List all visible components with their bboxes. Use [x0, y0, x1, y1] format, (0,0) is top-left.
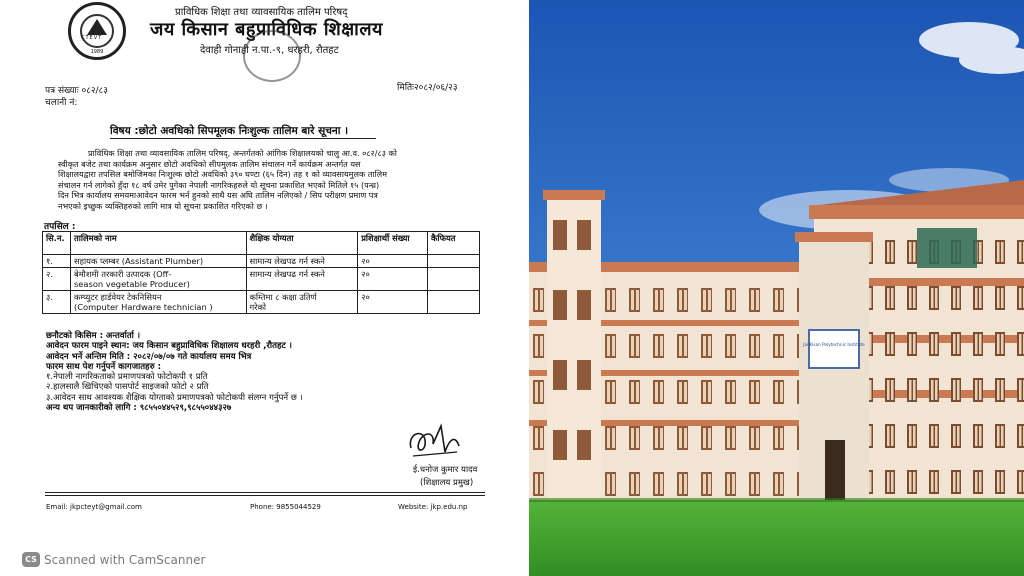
cell-remarks [428, 268, 480, 291]
subject-underline [110, 138, 376, 139]
lawn [529, 500, 1024, 576]
cell-training-name [70, 255, 246, 268]
table-row [43, 268, 480, 291]
signatory-name: ई.धनोज कुमार यादव [413, 465, 478, 475]
training-table [42, 231, 480, 314]
logo-mountain-icon [87, 19, 107, 35]
institute-signboard [809, 330, 859, 368]
handwritten-signature [405, 422, 463, 462]
col-header-sn: सि.न. [43, 232, 71, 255]
paragraph-line: स्वीकृत बजेट तथा कार्यक्रम अनुसार छोटो अवधिको सीपमुलक तालिम संचालन गर्ने कार्यक्रम अन्तर्गत यस [58, 158, 361, 169]
footer-rule [45, 495, 485, 496]
lawn-edge [529, 498, 1024, 502]
cell-line: सहायक प्लम्बर (Assistant Plumber) [73, 256, 204, 266]
paragraph-line: शिक्षालयद्वारा तपसिल बमोजिमका निःशुल्क छोटो अवधिको ३९० घण्टा (६५ दिन) तह १ को व्यावसायमुलक तालिम [58, 169, 387, 180]
paragraph-line: दिन भित्र कार्यालय समयमाआवेदन फारम भर्न हुनको साथै यस अघि तालिम नलिएको / सिप परीक्षण प्रमाण पत्र [58, 190, 378, 201]
office-stamp [243, 30, 301, 82]
letter-date: मितिः२०८२/०६/२३ [397, 83, 458, 93]
notice-subject: विषय :छोटो अवधिको सिपमूलक निःशुल्क तालिम बारे सूचना । [110, 125, 349, 137]
paragraph-line: संचालन गर्न लागेको हुँदा १८ वर्ष उमेर पुगेका नेपाली नागरिकहरुले यो सूचना प्रकाशित भएको मितिले १५ (पन्ध्र) [58, 179, 380, 190]
cell-trainees: २० [358, 268, 428, 291]
application-deadline: आवेदन भर्ने अन्तिम मिति : २०८२/०७/०७ गते कार्यालय समय भित्र [46, 351, 252, 362]
cell-qualification: सामान्य लेखपढ गर्न स्कने [246, 255, 358, 268]
cell-qualification [246, 291, 358, 314]
camscanner-label: Scanned with CamScanner [44, 552, 206, 567]
cell-trainees: २० [358, 255, 428, 268]
col-header-remarks: कैफियत [428, 232, 480, 255]
footer-rule [45, 492, 485, 493]
form-location: आवेदन फारम पाइने स्थान: जय किसान बहुप्राविधिक शिक्षालय धरहरी ,रौतहट । [46, 341, 292, 352]
footer-email: Email: jkpcteyt@gmail.com [46, 503, 142, 511]
table-row [43, 255, 480, 268]
paragraph-line: नभएको इच्छुक व्यक्तिहरुको लागि मात्र यो सूचना प्रकाशित गरिएको छ । [58, 200, 268, 211]
table-row [43, 291, 480, 314]
school-name: जय किसान बहुप्राविधिक शिक्षालय [150, 19, 383, 40]
cell-remarks [428, 291, 480, 314]
paragraph-line: प्राविधिक शिक्षा तथा व्यावसायिक तालिम परिषद्, अन्तर्गतको आंगिक शिक्षालयको चालु आ.व. ०८२/८३ को [88, 148, 397, 158]
campus-illustration [529, 0, 1024, 576]
document-item: १.नेपाली नागरिकताको प्रमाणपत्रको फोटोकपी १ प्रति [46, 372, 208, 383]
cell-qualification: सामान्य लेखपढ गर्न स्कने [246, 268, 358, 291]
logo-year: 1989 [90, 49, 104, 55]
documents-title: फारम साथ पेश गर्नुपर्ने कागजातहरु : [46, 361, 162, 372]
signatory-role: (शिक्षालय प्रमुख) [420, 478, 474, 488]
cell-sn: १. [43, 255, 71, 268]
school-address: देवाही गोनाही न.पा.-९, धरहरी, रौतहट [200, 45, 339, 56]
cell-remarks [428, 255, 480, 268]
signboard-text: Jai Kisan Polytechnic Institute [803, 342, 865, 347]
notice-details [46, 331, 486, 413]
cell-line: कम्प्युटर हार्डवेयर टेकनिसियन [73, 292, 162, 302]
cell-line: season vegetable Producer) [73, 279, 190, 289]
document-item: २.हालसालै खिचिएको पासपोर्ट साइजको फोटो २ प्रति [46, 382, 209, 393]
col-header-trainees: प्रशिक्षार्थी संख्या [358, 232, 428, 255]
table-header-row [43, 232, 480, 255]
cell-line: बेमौशमी तरकारी उत्पादक (Off- [73, 269, 172, 279]
col-header-training: तालिमको नाम [70, 232, 246, 255]
letter-number: पत्र संख्याः ०८२/८३ [45, 86, 108, 96]
contact-info: अन्य थप जानकारीको लागि : ९८५५०४४५२९,९८५५०४४३२७ [46, 403, 232, 414]
footer-website: Website: jkp.edu.np [398, 503, 468, 511]
logo-text: CTEVT [81, 35, 103, 41]
cell-line: (Computer Hardware technician ) [73, 302, 213, 312]
building-left-tower [543, 190, 605, 510]
cell-line: गरेको [249, 302, 267, 312]
cell-line: कम्तिमा ८ कक्षा उतिर्ण [249, 292, 317, 302]
camscanner-icon: CS [22, 552, 40, 567]
selection-method: छनौटको किसिम : अन्तर्वार्ता । [46, 331, 141, 341]
ctevt-logo [68, 2, 126, 60]
table-title: तपसिल : [44, 222, 76, 232]
dispatch-number: चलानी नं: [45, 98, 78, 108]
cell-training-name [70, 291, 246, 314]
cell-training-name [70, 268, 246, 291]
council-line: प्राविधिक शिक्षा तथा व्यावसायिक तालिम परिषद् [175, 7, 348, 18]
cell-sn: ३. [43, 291, 71, 314]
col-header-qualification: शैक्षिक योग्यता [246, 232, 358, 255]
building-entrance [795, 232, 873, 510]
footer-phone: Phone: 9855044529 [250, 503, 321, 511]
camscanner-watermark [22, 552, 205, 567]
notice-paragraph [58, 148, 478, 212]
cell-trainees: २० [358, 291, 428, 314]
cell-sn: २. [43, 268, 71, 291]
document-item: ३.आवेदन साथ आवश्यक शैक्षिक योग्ताको प्रमाणपत्रको फोटोकपी संलग्न गर्नुपर्ने छ । [46, 392, 303, 403]
campus-photo [529, 0, 1024, 576]
